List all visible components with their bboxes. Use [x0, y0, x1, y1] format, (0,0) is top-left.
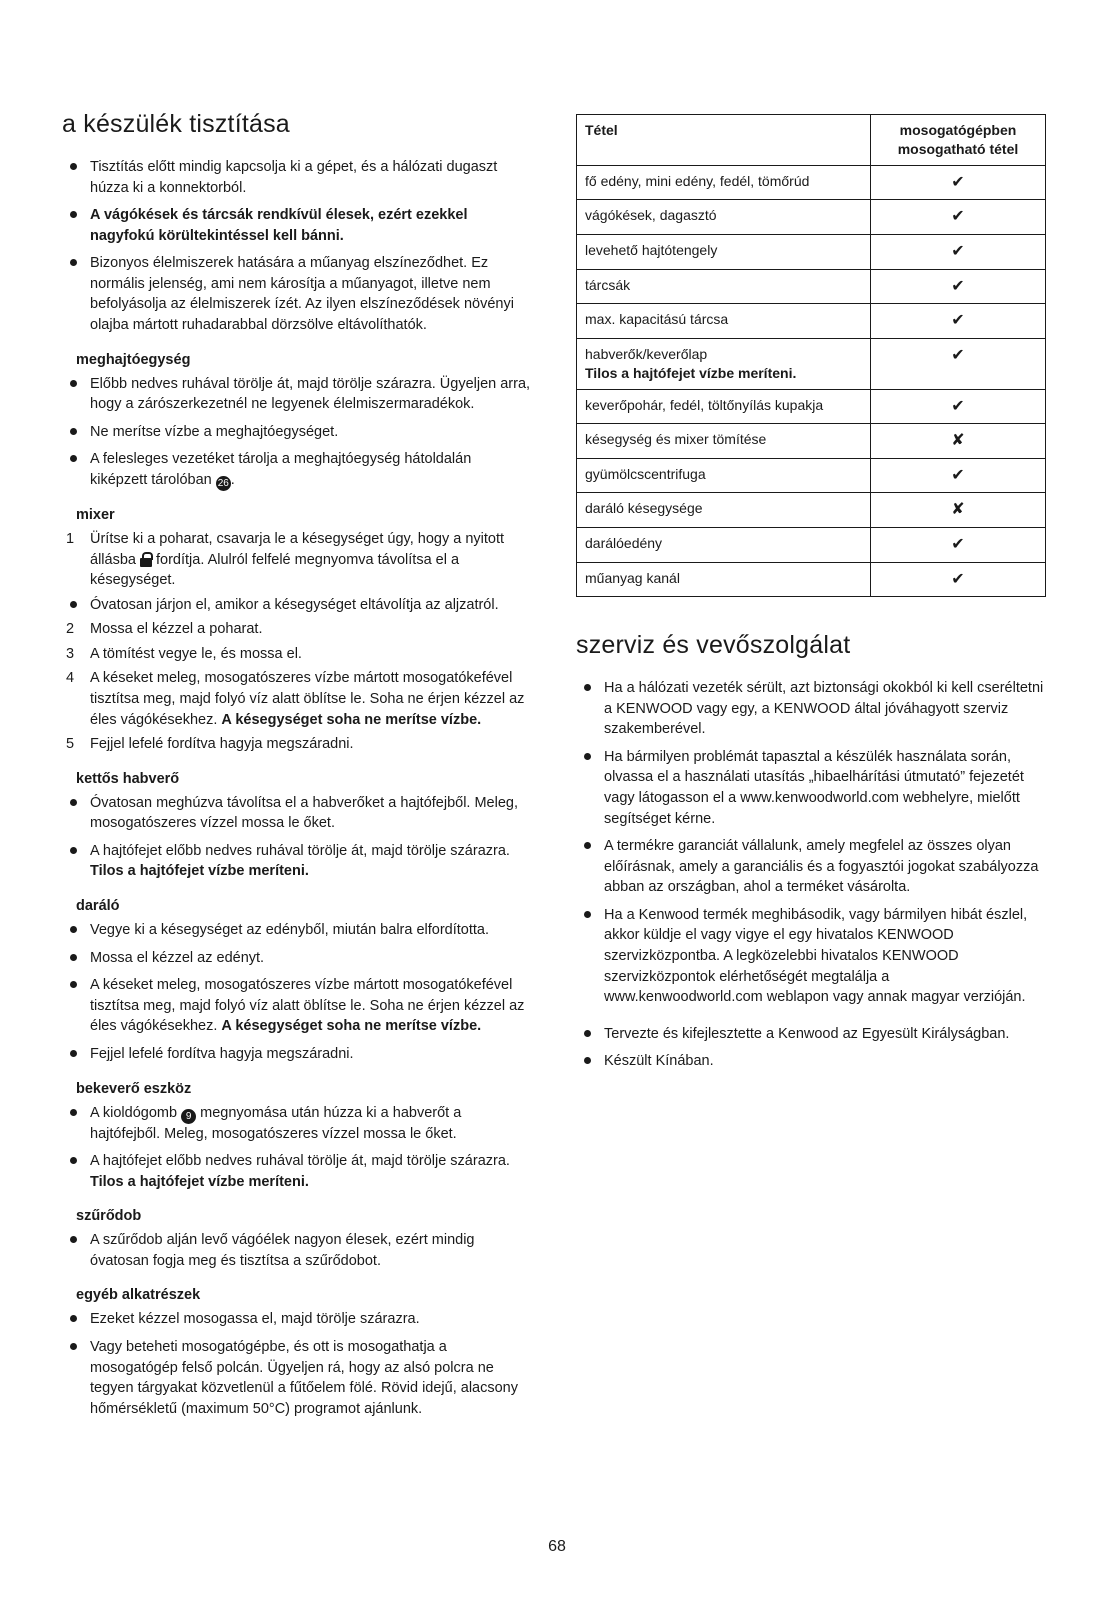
subheading-other-parts: egyéb alkatrészek: [76, 1287, 201, 1304]
page-columns: [62, 110, 1044, 1426]
list-item: [576, 1024, 1046, 1045]
list-item-text: Bizonyos élelmiszerek hatására a műanyag elszíneződhet. Ez normális jelenség, ami nem károsítja a műanyagot, illetve nem befolyásolja az élelmiszerek ízét. Az ilyen elszíneződések növényi olajba mártott ruhadarabbal dörzsölve eltávolíthatók.: [90, 255, 514, 334]
subheading-sieve-drum: szűrődob: [76, 1208, 142, 1225]
table-cell-item: gyümölcscentrifuga: [577, 458, 871, 493]
list-item-text: Vagy beteheti mosogatógépbe, és ott is mosogathatja a mosogatógép felső polcán. Ügyeljen rá, hogy az alsó polcra ne tegyen tárgyakat közvetlenül a fűtőelem fölé. Rövid idejű, alacsony hőmérsékletű (maximum 50°C) programot ajánlunk.: [90, 1338, 518, 1417]
list-item-text: Készült Kínában.: [604, 1053, 714, 1070]
list-item: [62, 619, 532, 640]
table-header-item: Tétel: [577, 115, 871, 166]
cross-icon: ✘: [871, 493, 1046, 528]
table-cell-item: késegység és mixer tömítése: [577, 424, 871, 459]
check-icon: ✔: [871, 458, 1046, 493]
list-item: [62, 668, 532, 730]
check-icon: ✔: [871, 389, 1046, 424]
bullet-dot-icon: [70, 163, 77, 170]
bullet-dot-icon: [584, 842, 591, 849]
bullet-dot-icon: [70, 1236, 77, 1243]
step-number: 5: [66, 736, 75, 753]
subheading-folding-tool: bekeverő eszköz: [76, 1080, 192, 1097]
table-cell-item: darálóedény: [577, 527, 871, 562]
bullet-dot-icon: [70, 847, 77, 854]
table-header-row: [577, 115, 1046, 166]
left-column: [62, 110, 532, 1426]
check-icon: ✔: [871, 527, 1046, 562]
step-number: 2: [66, 621, 75, 638]
list-item: [62, 1151, 532, 1192]
table-cell-item: [577, 338, 871, 389]
bullet-dot-icon: [70, 601, 77, 608]
table-row: [577, 389, 1046, 424]
list-item: [62, 734, 532, 755]
bullet-dot-icon: [70, 259, 77, 266]
list-item: [62, 449, 532, 491]
list-item-text: Ha a Kenwood termék meghibásodik, vagy bármilyen hibát észlel, akkor küldje el vagy vigye el egy hivatalos KENWOOD szervizközpontba. A legközelebbi hivatalos KENWOOD szervizközpontok elérhetőségét megtalálja a www.kenwoodworld.com weblapon vagy annak magyar verzióján.: [604, 906, 1028, 1006]
table-cell-item: vágókések, dagasztó: [577, 200, 871, 235]
table-cell-item: daráló késegysége: [577, 493, 871, 528]
list-item: [62, 793, 532, 834]
subheading-double-beater: kettős habverő: [76, 770, 180, 787]
list-item: [576, 1051, 1046, 1072]
subheading-mixer: mixer: [76, 506, 115, 523]
list-item: [62, 1309, 532, 1330]
bullet-dot-icon: [70, 954, 77, 961]
mixer-step-list: [62, 529, 532, 755]
table-header-dishwasher: mosogatógépben mosogatható tétel: [871, 115, 1046, 166]
bullet-dot-icon: [584, 1057, 591, 1064]
check-icon: ✔: [871, 269, 1046, 304]
list-item-text-bold: Tilos a hajtófejet vízbe meríteni.: [90, 1173, 309, 1190]
list-item-text: Ezeket kézzel mosogassa el, majd törölje szárazra.: [90, 1311, 420, 1328]
bullet-dot-icon: [70, 1157, 77, 1164]
table-row: [577, 493, 1046, 528]
callout-badge-26: 26: [217, 477, 229, 489]
list-item: [62, 644, 532, 665]
list-item: [62, 920, 532, 941]
list-item-text: A késeket meleg, mosogatószeres vízbe mártott mosogatókefével tisztítsa meg, majd folyó víz alatt öblítse le. Soha ne érjen kézzel az éles vágókésekhez.: [90, 670, 525, 728]
list-item-text: A késeket meleg, mosogatószeres vízbe mártott mosogatókefével tisztítsa meg, majd folyó víz alatt öblítse le. Soha ne érjen kézzel az éles vágókésekhez.: [90, 977, 525, 1035]
check-icon: ✔: [871, 165, 1046, 200]
callout-badge-9: 9: [181, 1109, 196, 1124]
table-cell-item: fő edény, mini edény, fedél, tömőrúd: [577, 165, 871, 200]
list-item: [62, 1230, 532, 1271]
page-number: 68: [548, 1538, 566, 1555]
step-number: 3: [66, 645, 75, 662]
list-item-text: A szűrődob alján levő vágóélek nagyon élesek, ezért mindig óvatosan fogja meg és tisztítsa a szűrődobot.: [90, 1232, 475, 1269]
folding-tool-bullet-list: [62, 1103, 532, 1193]
bullet-dot-icon: [70, 1343, 77, 1350]
right-column: [576, 110, 1046, 1079]
list-item-text: Óvatosan meghúzva távolítsa el a habverőket a hajtófejből. Meleg, mosogatószeres vízzel mossa le őket.: [90, 794, 519, 832]
list-item: [62, 157, 532, 198]
subheading-grinder: daráló: [76, 898, 120, 915]
intro-bullet-list: [62, 157, 532, 336]
list-item-text-bold: A késegységet soha ne merítse vízbe.: [221, 1018, 482, 1035]
table-cell-item: keverőpohár, fedél, töltőnyílás kupakja: [577, 389, 871, 424]
table-row: [577, 458, 1046, 493]
sieve-drum-bullet-list: [62, 1230, 532, 1271]
table-row: [577, 165, 1046, 200]
list-item: [576, 678, 1046, 740]
list-item-text: A vágókések és tárcsák rendkívül élesek, ezért ezekkel nagyfokú körültekintéssel kell bánni.: [90, 207, 468, 244]
bullet-dot-icon: [70, 926, 77, 933]
list-item: [62, 595, 532, 616]
bullet-dot-icon: [70, 981, 77, 988]
list-item-text: Fejjel lefelé fordítva hagyja megszáradni.: [90, 1045, 354, 1062]
double-beater-bullet-list: [62, 793, 532, 882]
table-row: [577, 304, 1046, 339]
check-icon: ✔: [871, 304, 1046, 339]
bullet-dot-icon: [584, 911, 591, 918]
list-item-text: Előbb nedves ruhával törölje át, majd törölje szárazra. Ügyeljen arra, hogy a zárószerkezetnél ne legyenek élelmiszermaradékok.: [90, 375, 531, 413]
bullet-dot-icon: [584, 684, 591, 691]
table-cell-item-label: habverők/keverőlap: [585, 345, 708, 362]
list-item: [62, 422, 532, 443]
list-item-text: Mossa el kézzel a poharat.: [90, 621, 263, 638]
table-row: [577, 424, 1046, 459]
list-item: [62, 1103, 532, 1145]
list-item-text-suffix: fordítja. Alulról felfelé megnyomva távolítsa el a késegységet.: [90, 551, 460, 589]
bullet-dot-icon: [70, 1050, 77, 1057]
bullet-dot-icon: [70, 211, 77, 218]
bullet-dot-icon: [70, 428, 77, 435]
table-row: [577, 200, 1046, 235]
list-item-text: Fejjel lefelé fordítva hagyja megszáradni.: [90, 736, 354, 753]
list-item: [62, 529, 532, 591]
list-item-text: Mossa el kézzel az edényt.: [90, 949, 265, 966]
table-row: [577, 562, 1046, 597]
table-cell-item: levehető hajtótengely: [577, 234, 871, 269]
table-cell-item: max. kapacitású tárcsa: [577, 304, 871, 339]
list-item-text: Tervezte és kifejlesztette a Kenwood az Egyesült Királyságban.: [604, 1025, 1010, 1042]
bullet-dot-icon: [584, 1030, 591, 1037]
bullet-dot-icon: [70, 1315, 77, 1322]
step-number: 4: [66, 670, 75, 687]
lock-icon: [140, 552, 152, 567]
list-item-text-suffix: megnyomása után húzza ki a habverőt a hajtófejből. Meleg, mosogatószeres vízzel mossa le őket.: [90, 1104, 462, 1142]
list-item: [62, 1044, 532, 1065]
service-bullet-list: [576, 678, 1046, 1072]
dishwasher-safe-table: [576, 114, 1046, 597]
check-icon: ✔: [871, 200, 1046, 235]
table-row: [577, 234, 1046, 269]
table-row: [577, 338, 1046, 389]
list-item-text: Ürítse ki a poharat, csavarja le a késegységet úgy, hogy a nyitott állásba: [90, 530, 505, 568]
table-row: [577, 269, 1046, 304]
list-item: [62, 975, 532, 1037]
list-item-text: A felesleges vezetéket tárolja a meghajtóegység hátoldalán kiképzett tárolóban: [90, 451, 472, 488]
table-cell-note: Tilos a hajtófejet vízbe meríteni.: [585, 364, 797, 381]
list-item: [62, 948, 532, 969]
page-title: a készülék tisztítása: [62, 110, 290, 138]
table-head: [577, 115, 1046, 166]
service-section-title: szerviz és vevőszolgálat: [576, 631, 851, 660]
list-item: [62, 205, 532, 246]
list-item: [576, 747, 1046, 829]
list-item-text: A tömítést vegye le, és mossa el.: [90, 645, 302, 662]
check-icon: ✔: [871, 234, 1046, 269]
list-item-text: A hajtófejet előbb nedves ruhával törölje át, majd törölje szárazra.: [90, 1153, 510, 1170]
bullet-dot-icon: [70, 455, 77, 462]
list-item-text-bold: Tilos a hajtófejet vízbe meríteni.: [90, 863, 309, 880]
list-item: [62, 1337, 532, 1419]
drive-unit-bullet-list: [62, 374, 532, 491]
list-item: [576, 905, 1046, 1008]
list-item-text-bold: A késegységet soha ne merítse vízbe.: [221, 711, 482, 728]
list-item-text-suffix: .: [230, 471, 235, 488]
list-item: [576, 836, 1046, 898]
check-icon: ✔: [871, 338, 1046, 389]
bullet-dot-icon: [70, 1109, 77, 1116]
list-item-text: Ha bármilyen problémát tapasztal a készülék használata során, olvassa el a használati utasítás „hibaelhárítási útmutató” fejezetét vagy látogasson el a www.kenwoodworld.com webhelyre, mielőtt segítséget kérne.: [604, 748, 1024, 827]
subheading-drive-unit: meghajtóegység: [76, 351, 191, 368]
list-item-text: Óvatosan járjon el, amikor a késegységet eltávolítja az aljzatról.: [90, 596, 499, 613]
other-parts-bullet-list: [62, 1309, 532, 1419]
list-item-text: Vegye ki a késegységet az edényből, miután balra elfordította.: [90, 922, 489, 939]
grinder-bullet-list: [62, 920, 532, 1064]
bullet-dot-icon: [70, 799, 77, 806]
table-row: [577, 527, 1046, 562]
cross-icon: ✘: [871, 424, 1046, 459]
list-item: [62, 253, 532, 335]
list-item: [62, 841, 532, 882]
table-cell-item: műanyag kanál: [577, 562, 871, 597]
bullet-dot-icon: [584, 753, 591, 760]
table-body: [577, 165, 1046, 596]
step-number: 1: [66, 530, 75, 547]
list-item-text: Tisztítás előtt mindig kapcsolja ki a gépet, és a hálózati dugaszt húzza ki a konnektorból.: [90, 159, 498, 196]
bullet-dot-icon: [70, 380, 77, 387]
check-icon: ✔: [871, 562, 1046, 597]
table-cell-item: tárcsák: [577, 269, 871, 304]
list-item-text: A kioldógomb: [90, 1104, 182, 1121]
list-item-text: Ha a hálózati vezeték sérült, azt biztonsági okokból ki kell cseréltetni a KENWOOD vagy egy, a KENWOOD által jóváhagyott szerviz szakemberével.: [604, 680, 1044, 738]
list-item-text: Ne merítse vízbe a meghajtóegységet.: [90, 423, 339, 440]
list-item-text: A hajtófejet előbb nedves ruhával törölje át, majd törölje szárazra.: [90, 842, 510, 859]
list-item-text: A termékre garanciát vállalunk, amely megfelel az összes olyan előírásnak, amely a garanciális és a fogyasztói jogokat szabályozza abban az országban, ahol a terméket vásárolta.: [604, 838, 1039, 896]
list-item: [62, 374, 532, 415]
